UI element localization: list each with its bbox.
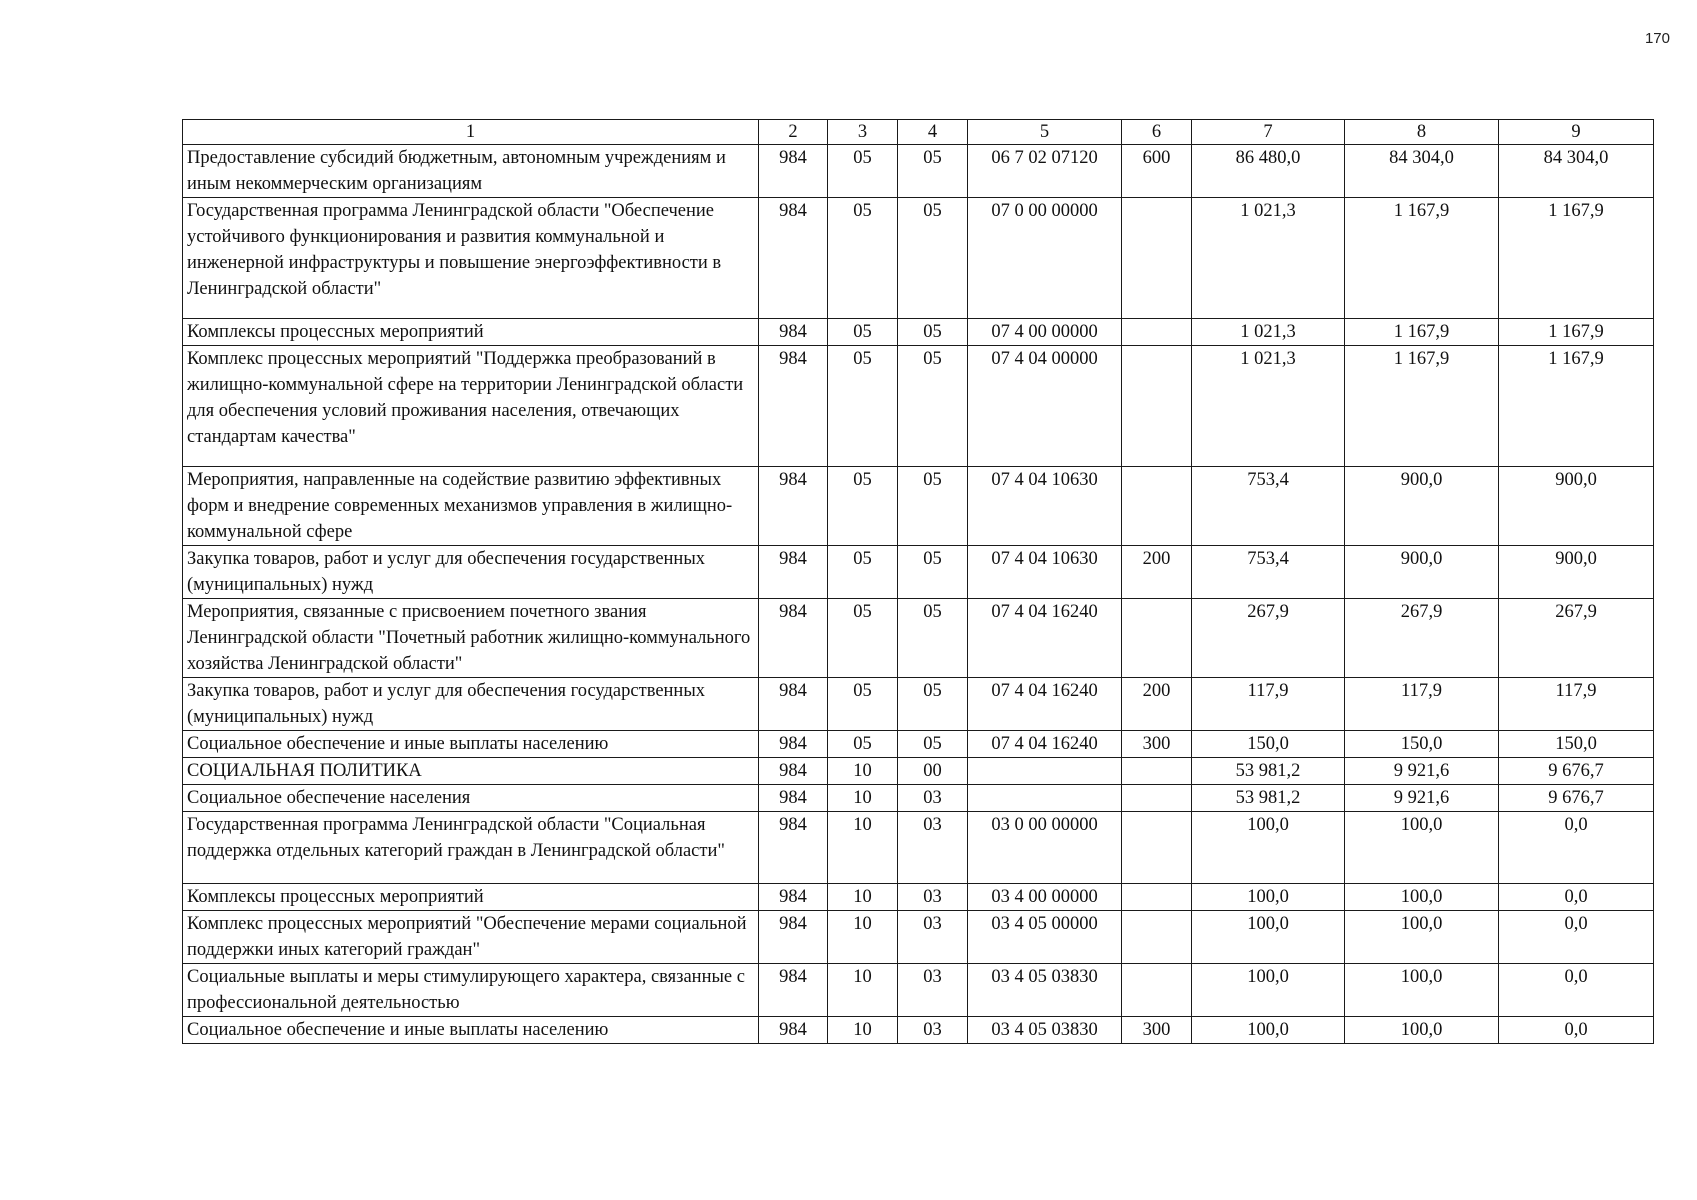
cell-ministry-code: 984: [759, 678, 828, 731]
cell-expense-type: 200: [1122, 678, 1192, 731]
cell-amount-col9: 0,0: [1499, 812, 1654, 884]
cell-name: Социальное обеспечение населения: [183, 785, 759, 812]
cell-amount-col8: 1 167,9: [1345, 198, 1499, 319]
cell-expense-type: 300: [1122, 731, 1192, 758]
cell-amount-col9: 9 676,7: [1499, 758, 1654, 785]
cell-expense-type: [1122, 785, 1192, 812]
table-row: [183, 198, 1654, 319]
cell-subsection: 05: [898, 198, 968, 319]
cell-subsection: 03: [898, 964, 968, 1017]
cell-ministry-code: 984: [759, 145, 828, 198]
cell-target-article: [968, 785, 1122, 812]
cell-section: 05: [828, 467, 898, 546]
cell-amount-col9: 1 167,9: [1499, 346, 1654, 467]
cell-amount-col9: 150,0: [1499, 731, 1654, 758]
cell-name: Государственная программа Ленинградской области "Обеспечение устойчивого функционирования и развития коммунальной и инженерной инфраструктуры и повышение энергоэффективности в Ленинградской области": [183, 198, 759, 319]
cell-amount-col7: 1 021,3: [1192, 346, 1345, 467]
table-body: [183, 120, 1654, 1044]
cell-amount-col7: 53 981,2: [1192, 785, 1345, 812]
column-header: 8: [1345, 120, 1499, 145]
cell-target-article: [968, 758, 1122, 785]
cell-target-article: 07 4 04 16240: [968, 599, 1122, 678]
cell-target-article: 07 4 04 16240: [968, 731, 1122, 758]
cell-ministry-code: 984: [759, 758, 828, 785]
cell-ministry-code: 984: [759, 319, 828, 346]
cell-expense-type: [1122, 599, 1192, 678]
cell-name: Закупка товаров, работ и услуг для обеспечения государственных (муниципальных) нужд: [183, 546, 759, 599]
cell-amount-col8: 84 304,0: [1345, 145, 1499, 198]
cell-name: Мероприятия, направленные на содействие развитию эффективных форм и внедрение современных механизмов управления в жилищно-коммунальной сфере: [183, 467, 759, 546]
cell-section: 05: [828, 678, 898, 731]
column-header: 6: [1122, 120, 1192, 145]
cell-target-article: 06 7 02 07120: [968, 145, 1122, 198]
cell-amount-col9: 84 304,0: [1499, 145, 1654, 198]
cell-amount-col8: 100,0: [1345, 1017, 1499, 1044]
cell-amount-col9: 0,0: [1499, 911, 1654, 964]
table-row: [183, 1017, 1654, 1044]
cell-subsection: 03: [898, 911, 968, 964]
cell-ministry-code: 984: [759, 198, 828, 319]
table-row: [183, 911, 1654, 964]
cell-amount-col9: 117,9: [1499, 678, 1654, 731]
cell-amount-col7: 100,0: [1192, 1017, 1345, 1044]
table-row: [183, 678, 1654, 731]
column-header: 3: [828, 120, 898, 145]
cell-amount-col7: 267,9: [1192, 599, 1345, 678]
column-header: 5: [968, 120, 1122, 145]
cell-amount-col7: 753,4: [1192, 467, 1345, 546]
cell-section: 10: [828, 884, 898, 911]
cell-ministry-code: 984: [759, 731, 828, 758]
cell-ministry-code: 984: [759, 884, 828, 911]
cell-expense-type: [1122, 812, 1192, 884]
cell-ministry-code: 984: [759, 911, 828, 964]
cell-amount-col7: 86 480,0: [1192, 145, 1345, 198]
table-row: [183, 319, 1654, 346]
cell-amount-col7: 100,0: [1192, 964, 1345, 1017]
cell-amount-col7: 100,0: [1192, 884, 1345, 911]
cell-expense-type: [1122, 346, 1192, 467]
cell-subsection: 05: [898, 678, 968, 731]
cell-amount-col9: 0,0: [1499, 1017, 1654, 1044]
page-number: 170: [1644, 30, 1670, 47]
cell-expense-type: [1122, 911, 1192, 964]
column-header: 4: [898, 120, 968, 145]
cell-expense-type: 600: [1122, 145, 1192, 198]
cell-amount-col8: 1 167,9: [1345, 346, 1499, 467]
cell-subsection: 03: [898, 785, 968, 812]
cell-ministry-code: 984: [759, 467, 828, 546]
cell-amount-col7: 1 021,3: [1192, 319, 1345, 346]
cell-expense-type: [1122, 758, 1192, 785]
cell-subsection: 00: [898, 758, 968, 785]
cell-subsection: 05: [898, 346, 968, 467]
cell-ministry-code: 984: [759, 599, 828, 678]
cell-expense-type: [1122, 964, 1192, 1017]
cell-subsection: 03: [898, 812, 968, 884]
cell-target-article: 07 0 00 00000: [968, 198, 1122, 319]
cell-amount-col8: 267,9: [1345, 599, 1499, 678]
cell-amount-col8: 1 167,9: [1345, 319, 1499, 346]
table-row: [183, 884, 1654, 911]
cell-section: 05: [828, 731, 898, 758]
cell-amount-col8: 900,0: [1345, 546, 1499, 599]
cell-amount-col7: 117,9: [1192, 678, 1345, 731]
cell-name: Комплексы процессных мероприятий: [183, 319, 759, 346]
column-header-row: [183, 120, 1654, 145]
cell-amount-col9: 267,9: [1499, 599, 1654, 678]
cell-ministry-code: 984: [759, 785, 828, 812]
cell-target-article: 07 4 04 10630: [968, 546, 1122, 599]
cell-amount-col8: 100,0: [1345, 884, 1499, 911]
cell-name: Социальное обеспечение и иные выплаты населению: [183, 1017, 759, 1044]
cell-section: 10: [828, 785, 898, 812]
budget-table: [182, 119, 1654, 1044]
table-row: [183, 758, 1654, 785]
cell-amount-col7: 100,0: [1192, 812, 1345, 884]
cell-name: Закупка товаров, работ и услуг для обеспечения государственных (муниципальных) нужд: [183, 678, 759, 731]
cell-expense-type: [1122, 467, 1192, 546]
cell-ministry-code: 984: [759, 1017, 828, 1044]
cell-amount-col8: 150,0: [1345, 731, 1499, 758]
cell-amount-col7: 753,4: [1192, 546, 1345, 599]
cell-target-article: 03 4 00 00000: [968, 884, 1122, 911]
cell-amount-col7: 150,0: [1192, 731, 1345, 758]
cell-section: 05: [828, 599, 898, 678]
cell-section: 05: [828, 546, 898, 599]
cell-subsection: 03: [898, 1017, 968, 1044]
table-row: [183, 812, 1654, 884]
cell-target-article: 03 0 00 00000: [968, 812, 1122, 884]
cell-amount-col8: 100,0: [1345, 964, 1499, 1017]
cell-subsection: 05: [898, 599, 968, 678]
cell-expense-type: 200: [1122, 546, 1192, 599]
cell-amount-col7: 100,0: [1192, 911, 1345, 964]
cell-name: Комплекс процессных мероприятий "Обеспечение мерами социальной поддержки иных категорий граждан": [183, 911, 759, 964]
cell-amount-col7: 1 021,3: [1192, 198, 1345, 319]
cell-name: Комплекс процессных мероприятий "Поддержка преобразований в жилищно-коммунальной сфере на территории Ленинградской области для обеспечения условий проживания населения, отвечающих стандартам качества": [183, 346, 759, 467]
table-row: [183, 346, 1654, 467]
cell-name: СОЦИАЛЬНАЯ ПОЛИТИКА: [183, 758, 759, 785]
cell-section: 10: [828, 911, 898, 964]
cell-section: 10: [828, 812, 898, 884]
cell-expense-type: [1122, 884, 1192, 911]
cell-amount-col9: 900,0: [1499, 467, 1654, 546]
table-row: [183, 964, 1654, 1017]
cell-ministry-code: 984: [759, 812, 828, 884]
cell-expense-type: 300: [1122, 1017, 1192, 1044]
cell-amount-col8: 100,0: [1345, 812, 1499, 884]
cell-name: Комплексы процессных мероприятий: [183, 884, 759, 911]
cell-name: Социальное обеспечение и иные выплаты населению: [183, 731, 759, 758]
cell-amount-col9: 1 167,9: [1499, 198, 1654, 319]
cell-ministry-code: 984: [759, 546, 828, 599]
cell-target-article: 07 4 04 16240: [968, 678, 1122, 731]
cell-subsection: 05: [898, 319, 968, 346]
cell-amount-col8: 900,0: [1345, 467, 1499, 546]
cell-section: 05: [828, 198, 898, 319]
cell-subsection: 05: [898, 546, 968, 599]
cell-amount-col8: 9 921,6: [1345, 758, 1499, 785]
cell-target-article: 07 4 04 00000: [968, 346, 1122, 467]
cell-target-article: 07 4 04 10630: [968, 467, 1122, 546]
cell-target-article: 07 4 00 00000: [968, 319, 1122, 346]
column-header: 7: [1192, 120, 1345, 145]
cell-expense-type: [1122, 198, 1192, 319]
cell-section: 10: [828, 758, 898, 785]
cell-target-article: 03 4 05 03830: [968, 1017, 1122, 1044]
cell-section: 05: [828, 346, 898, 467]
cell-expense-type: [1122, 319, 1192, 346]
cell-ministry-code: 984: [759, 346, 828, 467]
cell-name: Государственная программа Ленинградской области "Социальная поддержка отдельных категорий граждан в Ленинградской области": [183, 812, 759, 884]
cell-amount-col9: 0,0: [1499, 964, 1654, 1017]
table-row: [183, 731, 1654, 758]
cell-target-article: 03 4 05 03830: [968, 964, 1122, 1017]
cell-amount-col9: 900,0: [1499, 546, 1654, 599]
table-row: [183, 785, 1654, 812]
cell-amount-col9: 0,0: [1499, 884, 1654, 911]
cell-ministry-code: 984: [759, 964, 828, 1017]
cell-amount-col8: 9 921,6: [1345, 785, 1499, 812]
cell-subsection: 05: [898, 467, 968, 546]
cell-section: 10: [828, 964, 898, 1017]
column-header: 2: [759, 120, 828, 145]
cell-amount-col9: 9 676,7: [1499, 785, 1654, 812]
cell-amount-col8: 100,0: [1345, 911, 1499, 964]
cell-subsection: 05: [898, 731, 968, 758]
cell-section: 10: [828, 1017, 898, 1044]
cell-name: Мероприятия, связанные с присвоением почетного звания Ленинградской области "Почетный работник жилищно-коммунального хозяйства Ленинградской области": [183, 599, 759, 678]
cell-target-article: 03 4 05 00000: [968, 911, 1122, 964]
table-row: [183, 145, 1654, 198]
cell-amount-col7: 53 981,2: [1192, 758, 1345, 785]
cell-amount-col8: 117,9: [1345, 678, 1499, 731]
cell-section: 05: [828, 145, 898, 198]
cell-name: Социальные выплаты и меры стимулирующего характера, связанные с профессиональной деятельностью: [183, 964, 759, 1017]
column-header: 1: [183, 120, 759, 145]
cell-subsection: 03: [898, 884, 968, 911]
cell-subsection: 05: [898, 145, 968, 198]
cell-name: Предоставление субсидий бюджетным, автономным учреждениям и иным некоммерческим организациям: [183, 145, 759, 198]
cell-amount-col9: 1 167,9: [1499, 319, 1654, 346]
table-row: [183, 546, 1654, 599]
column-header: 9: [1499, 120, 1654, 145]
table-row: [183, 467, 1654, 546]
table-row: [183, 599, 1654, 678]
cell-section: 05: [828, 319, 898, 346]
